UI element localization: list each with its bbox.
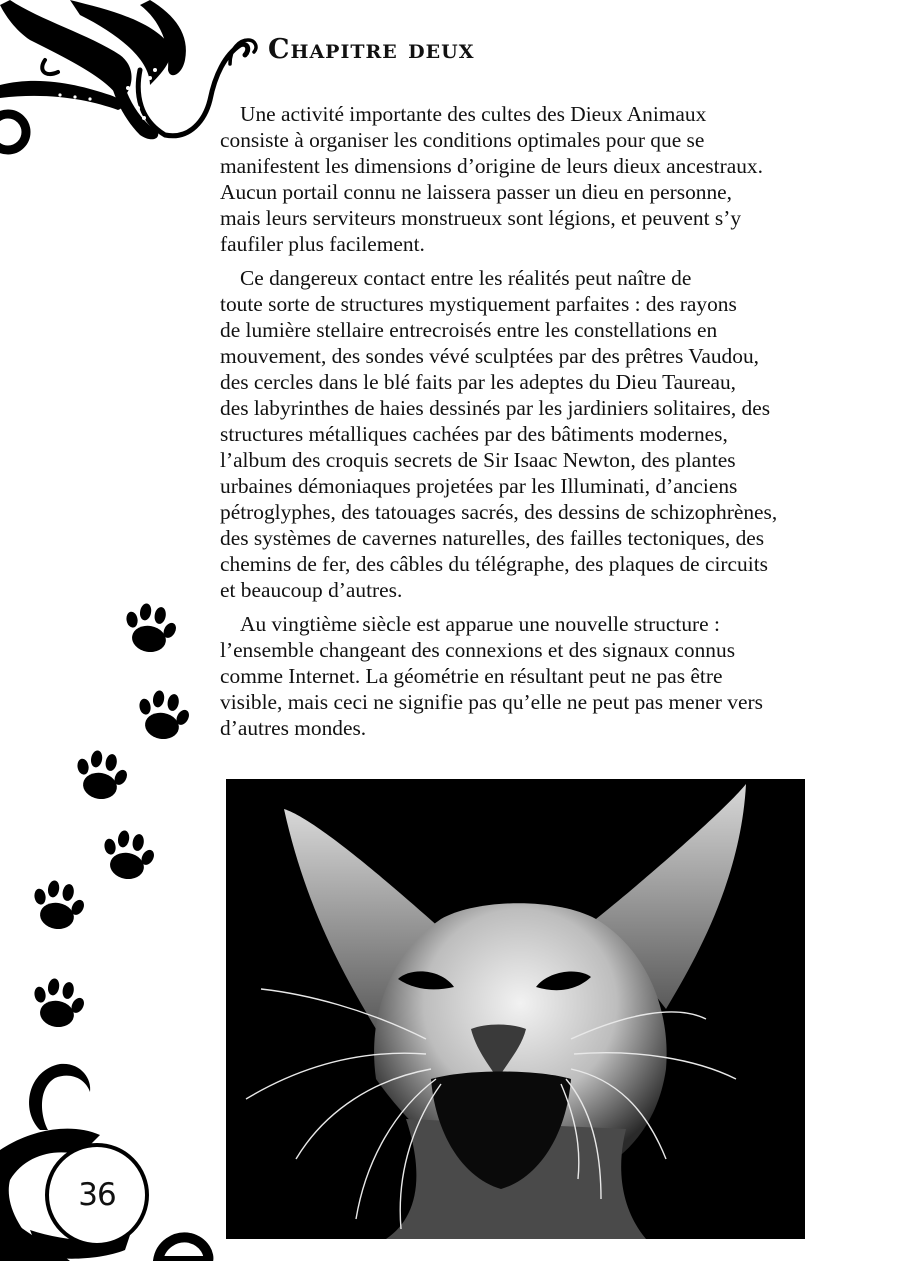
text-line: mais leurs serviteurs monstrueux sont légions, et peuvent s’y — [220, 206, 742, 230]
paw-trail — [0, 590, 220, 1050]
text-line: structures métalliques cachées par des bâtiments modernes, — [220, 422, 728, 446]
text-line: Aucun portail connu ne laissera passer un dieu en personne, — [220, 180, 733, 204]
page-number-badge — [45, 1143, 149, 1247]
paragraph-2 — [220, 265, 820, 603]
title-curl-icon — [226, 36, 262, 66]
text-line: chemins de fer, des câbles du télégraphe, des plaques de circuits — [220, 552, 768, 576]
paragraph-3 — [220, 611, 820, 741]
text-line: d’autres mondes. — [220, 716, 367, 740]
text-line: l’album des croquis secrets de Sir Isaac Newton, des plantes — [220, 448, 736, 472]
text-line: des systèmes de cavernes naturelles, des failles tectoniques, des — [220, 526, 765, 550]
paw-print-icon — [119, 600, 181, 656]
paw-print-icon — [27, 877, 89, 933]
paw-print-icon — [70, 747, 132, 803]
chapter-title: Chapitre deux — [268, 34, 475, 65]
text-line: Au vingtième siècle est apparue une nouvelle structure : — [240, 612, 720, 636]
text-line: manifestent les dimensions d’origine de leurs dieux ancestraux. — [220, 154, 763, 178]
text-line: consiste à organiser les conditions optimales pour que se — [220, 128, 705, 152]
paragraph-1 — [220, 101, 820, 257]
text-line: de lumière stellaire entrecroisés entre les constellations en — [220, 318, 718, 342]
text-line: faufiler plus facilement. — [220, 232, 425, 256]
body-text — [220, 101, 820, 749]
text-line: Ce dangereux contact entre les réalités peut naître de — [240, 266, 692, 290]
text-line: Une activité importante des cultes des Dieux Animaux — [240, 102, 707, 126]
text-line: et beaucoup d’autres. — [220, 578, 403, 602]
text-line: mouvement, des sondes vévé sculptées par des prêtres Vaudou, — [220, 344, 759, 368]
hairless-cat-image — [226, 779, 805, 1239]
paw-print-icon — [132, 687, 194, 743]
text-line: pétroglyphes, des tatouages sacrés, des dessins de schizophrènes, — [220, 500, 778, 524]
text-line: des cercles dans le blé faits par les adeptes du Dieu Taureau, — [220, 370, 737, 394]
text-line: visible, mais ceci ne signifie pas qu’elle ne peut pas mener vers — [220, 690, 763, 714]
text-line: comme Internet. La géométrie en résultant peut ne pas être — [220, 664, 723, 688]
text-line: l’ensemble changeant des connexions et des signaux connus — [220, 638, 736, 662]
text-line: urbaines démoniaques projetées par les Illuminati, d’anciens — [220, 474, 738, 498]
paw-print-icon — [27, 975, 89, 1031]
paw-print-icon — [97, 827, 159, 883]
text-line: des labyrinthes de haies dessinés par les jardiniers solitaires, des — [220, 396, 771, 420]
page-number: 36 — [78, 1177, 116, 1213]
text-line: toute sorte de structures mystiquement parfaites : des rayons — [220, 292, 737, 316]
cat-photo — [226, 779, 805, 1239]
